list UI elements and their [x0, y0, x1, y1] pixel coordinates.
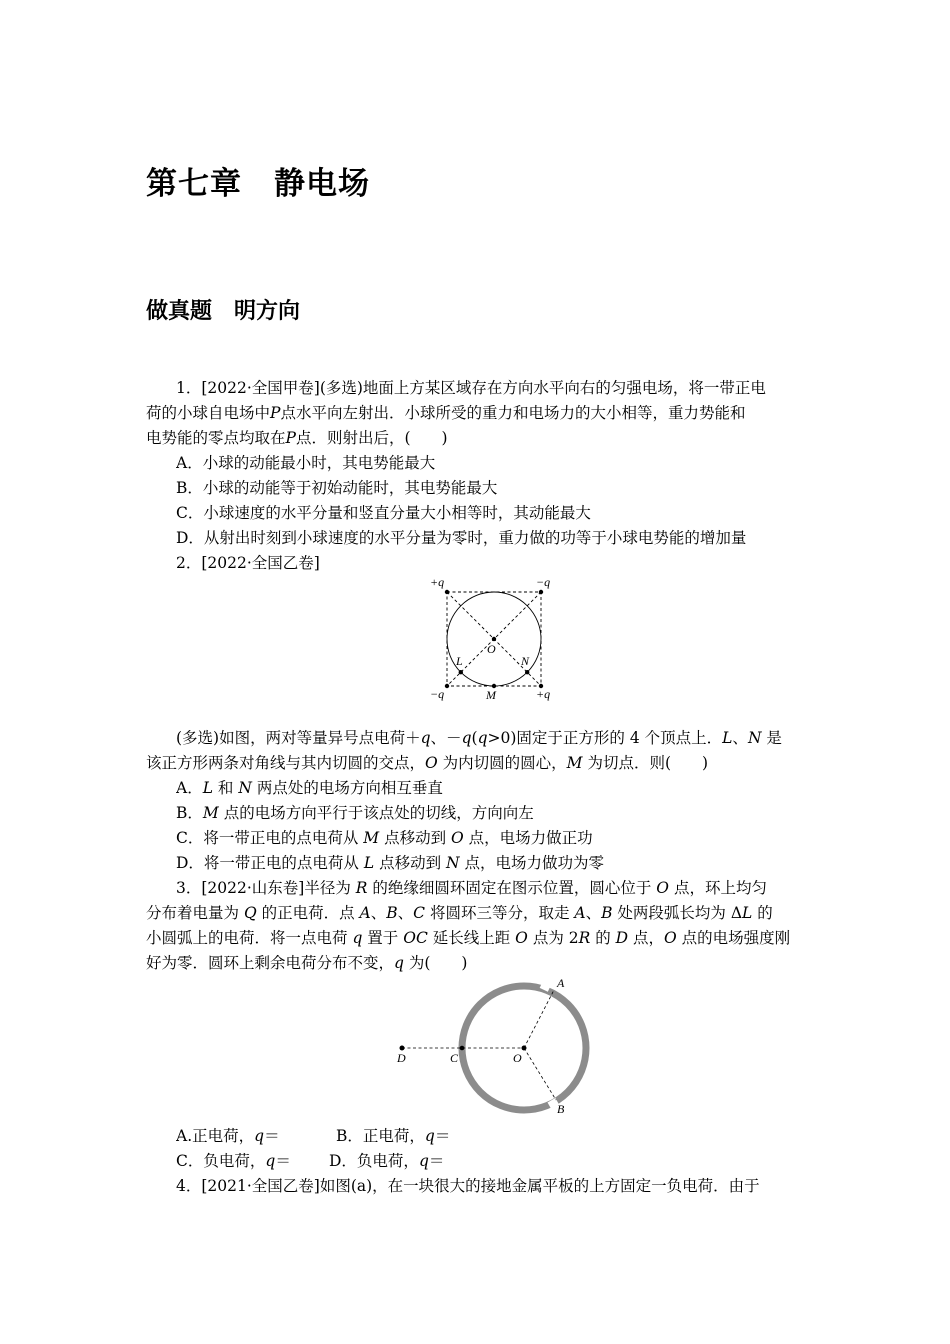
q3-options-row-2 [176, 1150, 808, 1172]
q1-option-c: C．小球速度的水平分量和竖直分量大小相等时，其动能最大 [176, 504, 591, 522]
point-l [459, 670, 463, 674]
q3-ring-figure [390, 972, 600, 1122]
label-n: N [521, 654, 530, 668]
label-plus-q-tl: +q [430, 575, 445, 589]
q3-stem-line-3: 小圆弧上的电荷．将一点电荷 q 置于 OC 延长线上距 O 点为 2R 的 D 点，O 点的电场强度刚 [146, 929, 791, 947]
line-ob [524, 1048, 556, 1100]
point-o [522, 1046, 527, 1051]
q3-option-a: A.正电荷，q＝ [176, 1127, 280, 1145]
q3-option-d: D．负电荷，q＝ [329, 1152, 445, 1170]
label-d: D [397, 1051, 406, 1065]
q1-stem-line-3: 电势能的零点均取在P点．则射出后，( ) [146, 429, 448, 447]
charge-bl [445, 684, 449, 688]
point-n [525, 670, 529, 674]
q2-option-c: C．将一带正电的点电荷从 M 点移动到 O 点，电场力做正功 [176, 829, 593, 847]
point-o [492, 637, 496, 641]
q2-header: 2．[2022·全国乙卷] [176, 554, 320, 572]
q2-option-d: D．将一带正电的点电荷从 L 点移动到 N 点，电场力做功为零 [176, 854, 605, 872]
label-a: A [557, 976, 565, 990]
q1-option-a: A．小球的动能最小时，其电势能最大 [176, 454, 436, 472]
line-oa [524, 990, 554, 1048]
q4-stem-line-1: 4．[2021·全国乙卷]如图(a)，在一块很大的接地金属平板的上方固定一负电荷．由于 [176, 1177, 760, 1195]
label-minus-q-bl: −q [430, 687, 445, 701]
point-d [400, 1046, 405, 1051]
q2-square-figure [420, 572, 560, 704]
q3-stem-line-2: 分布着电量为 Q 的正电荷．点 A、B、C 将圆环三等分，取走 A、B 处两段弧长均为 ΔL 的 [146, 904, 773, 922]
label-l: L [456, 654, 463, 668]
charge-tl [445, 590, 449, 594]
label-m: M [486, 688, 496, 702]
q3-option-b: B．正电荷，q＝ [336, 1127, 451, 1145]
q3-option-c: C．负电荷，q＝ [176, 1152, 291, 1170]
q2-stem-line-1: (多选)如图，两对等量异号点电荷＋q、－q(q>0)固定于正方形的 4 个顶点上．L、N 是 [176, 729, 782, 747]
q3-stem-line-4: 好为零．圆环上剩余电荷分布不变，q 为( ) [146, 954, 468, 972]
q3-stem-line-1: 3．[2022·山东卷]半径为 R 的绝缘细圆环固定在图示位置，圆心位于 O 点，环上均匀 [176, 879, 767, 897]
q1-option-d: D．从射出时刻到小球速度的水平分量为零时，重力做的功等于小球电势能的增加量 [176, 529, 747, 547]
label-b: B [557, 1102, 565, 1116]
q1-stem-line-1: 1．[2022·全国甲卷](多选)地面上方某区域存在方向水平向右的匀强电场，将一带正电 [176, 379, 766, 397]
q3-options-row-1 [176, 1125, 808, 1147]
label-o: O [487, 642, 496, 656]
q1-stem-line-2: 荷的小球自电场中P点水平向左射出．小球所受的重力和电场力的大小相等，重力势能和 [146, 404, 746, 422]
charge-tr [539, 590, 543, 594]
q2-option-b: B．M 点的电场方向平行于该点处的切线，方向向左 [176, 804, 534, 822]
label-plus-q-br: +q [536, 687, 551, 701]
q1-option-b: B．小球的动能等于初始动能时，其电势能最大 [176, 479, 498, 497]
q2-stem-line-2: 该正方形两条对角线与其内切圆的交点，O 为内切圆的圆心，M 为切点．则( ) [146, 754, 709, 772]
point-c [460, 1046, 465, 1051]
section-title: 做真题 明方向 [146, 299, 301, 324]
label-minus-q-tr: −q [536, 575, 551, 589]
chapter-title: 第七章 静电场 [146, 166, 370, 202]
label-o: O [513, 1051, 522, 1065]
q2-option-a: A．L 和 N 两点处的电场方向相互垂直 [176, 779, 443, 797]
label-c: C [450, 1051, 459, 1065]
